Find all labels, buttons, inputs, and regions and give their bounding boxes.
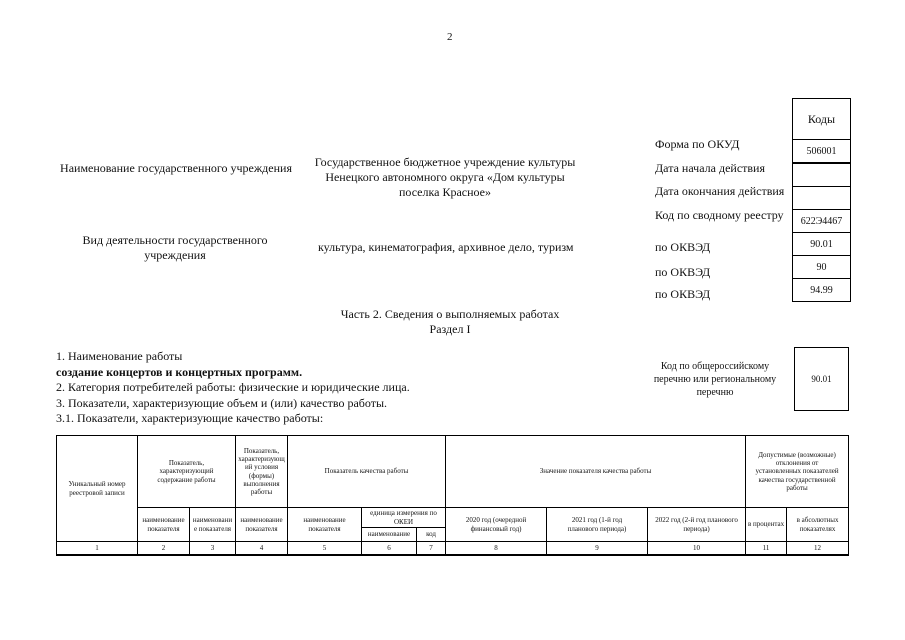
subheader-indicator-name-1: наименование показателя bbox=[138, 508, 190, 542]
subheader-absolute: в абсолютных показателях bbox=[787, 508, 849, 542]
activity-label: Вид деятельности государственного учреждения bbox=[82, 233, 268, 262]
item-3-1: 3.1. Показатели, характеризующие качество работы: bbox=[56, 411, 324, 425]
label-okud: Форма по ОКУД bbox=[655, 137, 740, 151]
item-1: 1. Наименование работы bbox=[56, 349, 183, 363]
item-1-value: создание концертов и концертных программ. bbox=[56, 365, 303, 379]
subheader-unit-code: код bbox=[417, 528, 446, 542]
item-3: 3. Показатели, характеризующие объем и (или) качество работы. bbox=[56, 396, 388, 410]
col-number: 12 bbox=[787, 542, 849, 555]
subheader-unit-name: наименование bbox=[362, 528, 417, 542]
quality-table bbox=[56, 435, 849, 556]
header-unique-number: Уникальный номер реестровой записи bbox=[57, 436, 138, 542]
col-number: 2 bbox=[138, 542, 190, 555]
header-content: Показатель, характеризующий содержание работы bbox=[138, 436, 236, 508]
col-number: 6 bbox=[362, 542, 417, 555]
col-number: 11 bbox=[746, 542, 787, 555]
header-deviation: Допустимые (возможные) отклонения от установленных показателей качества государственной работы bbox=[746, 436, 849, 508]
item-2: 2. Категория потребителей работы: физические и юридические лица. bbox=[56, 380, 410, 394]
codes-box bbox=[792, 98, 851, 302]
okr-code: 90.01 bbox=[794, 347, 849, 411]
code-end-date bbox=[793, 187, 850, 210]
section-title: Раздел I bbox=[429, 322, 471, 336]
label-start-date: Дата начала действия bbox=[655, 161, 765, 175]
subheader-percent: в процентах bbox=[746, 508, 787, 542]
code-okud: 506001 bbox=[793, 140, 850, 164]
part-title: Часть 2. Сведения о выполняемых работах bbox=[340, 307, 560, 321]
header-quality-indicator: Показатель качества работы bbox=[288, 436, 446, 508]
header-conditions: Показатель, характеризующ ий условия (формы) выполнения работы bbox=[236, 436, 288, 508]
col-number: 3 bbox=[190, 542, 236, 555]
label-okved-2: по ОКВЭД bbox=[655, 265, 711, 279]
label-end-date: Дата окончания действия bbox=[655, 184, 785, 198]
subheader-indicator-name-4: наименование показателя bbox=[288, 508, 362, 542]
code-okved-1: 90.01 bbox=[793, 233, 850, 256]
col-number: 4 bbox=[236, 542, 288, 555]
institution-value: Государственное бюджетное учреждение культуры Ненецкого автономного округа «Дом культуры поселка Красное» bbox=[314, 155, 576, 199]
code-okved-3: 94.99 bbox=[810, 284, 833, 296]
label-okved-3: по ОКВЭД bbox=[655, 287, 711, 301]
subheader-2021: 2021 год (1-й год планового периода) bbox=[547, 508, 648, 542]
institution-label: Наименование государственного учреждения bbox=[60, 161, 292, 175]
okr-label: Код по общероссийскому перечню или региональному перечню bbox=[653, 361, 777, 398]
col-number: 1 bbox=[57, 542, 138, 555]
subheader-indicator-name-2: наименовани е показателя bbox=[190, 508, 236, 542]
label-okved-1: по ОКВЭД bbox=[655, 240, 711, 254]
subheader-indicator-name-3: наименование показателя bbox=[236, 508, 288, 542]
subheader-unit: единица измерения по ОКЕИ bbox=[362, 508, 446, 528]
code-registry: 622Э4467 bbox=[793, 210, 850, 233]
codes-header: Коды bbox=[793, 99, 850, 140]
subheader-2022: 2022 год (2-й год планового периода) bbox=[648, 508, 746, 542]
code-okved-2: 90 bbox=[793, 256, 850, 279]
col-number: 9 bbox=[547, 542, 648, 555]
col-number: 5 bbox=[288, 542, 362, 555]
col-number: 7 bbox=[417, 542, 446, 555]
code-start-date bbox=[793, 164, 850, 187]
label-registry: Код по сводному реестру bbox=[655, 208, 784, 222]
page-number: 2 bbox=[447, 31, 453, 43]
header-quality-value: Значение показателя качества работы bbox=[446, 436, 746, 508]
subheader-2020: 2020 год (очередной финансовый год) bbox=[446, 508, 547, 542]
col-number: 8 bbox=[446, 542, 547, 555]
col-number: 10 bbox=[648, 542, 746, 555]
activity-value: культура, кинематография, архивное дело, туризм bbox=[318, 240, 574, 254]
